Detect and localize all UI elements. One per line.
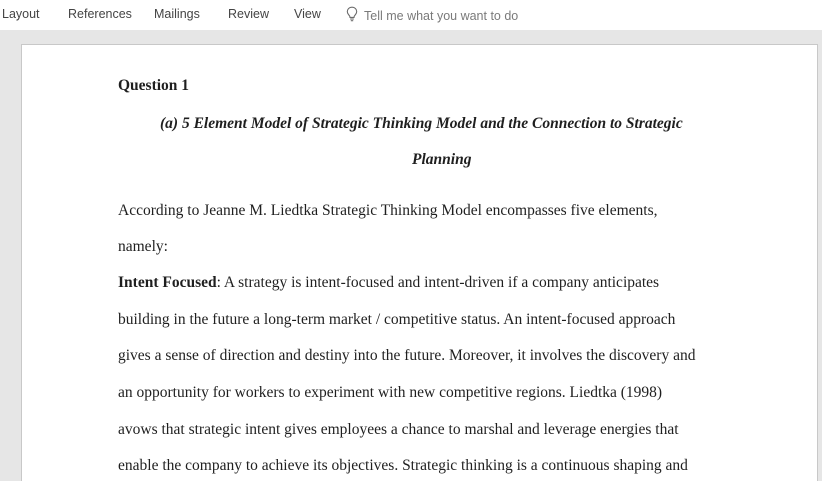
tab-layout[interactable]: Layout	[2, 7, 40, 21]
intent-focused-term: Intent Focused	[118, 274, 217, 291]
lightbulb-icon	[346, 6, 358, 25]
tell-me-placeholder: Tell me what you want to do	[364, 8, 519, 23]
question-heading: Question 1	[118, 77, 190, 94]
paragraph-2-line-4: an opportunity for workers to experiment with new competitive regions. Liedtka (1998)	[118, 384, 663, 401]
subheading-line-2: Planning	[412, 151, 472, 168]
paragraph-2-line-2: building in the future a long-term market / competitive status. An intent-focused approach	[118, 311, 676, 328]
paragraph-1-line-2: namely:	[118, 238, 168, 255]
paragraph-2-line-5: avows that strategic intent gives employees a chance to marshal and leverage energies that	[118, 421, 679, 438]
paragraph-1-line-1: According to Jeanne M. Liedtka Strategic Thinking Model encompasses five elements,	[118, 202, 658, 219]
tell-me-search[interactable]	[346, 6, 518, 25]
ribbon-tab-bar	[0, 0, 822, 30]
paragraph-2-line-1	[118, 274, 659, 292]
tab-mailings[interactable]: Mailings	[154, 7, 200, 21]
paragraph-2-line-3: gives a sense of direction and destiny into the future. Moreover, it involves the discovery and	[118, 347, 696, 364]
subheading-line-1: (a) 5 Element Model of Strategic Thinking Model and the Connection to Strategic	[160, 115, 683, 132]
paragraph-2-line-1-text: : A strategy is intent-focused and intent-driven if a company anticipates	[216, 274, 660, 291]
document-page[interactable]	[21, 44, 818, 481]
paragraph-2-line-6: enable the company to achieve its objectives. Strategic thinking is a continuous shaping and	[118, 457, 688, 474]
tab-references[interactable]: References	[68, 7, 132, 21]
tab-review[interactable]: Review	[228, 7, 269, 21]
tab-view[interactable]: View	[294, 7, 321, 21]
document-canvas[interactable]	[0, 30, 822, 481]
